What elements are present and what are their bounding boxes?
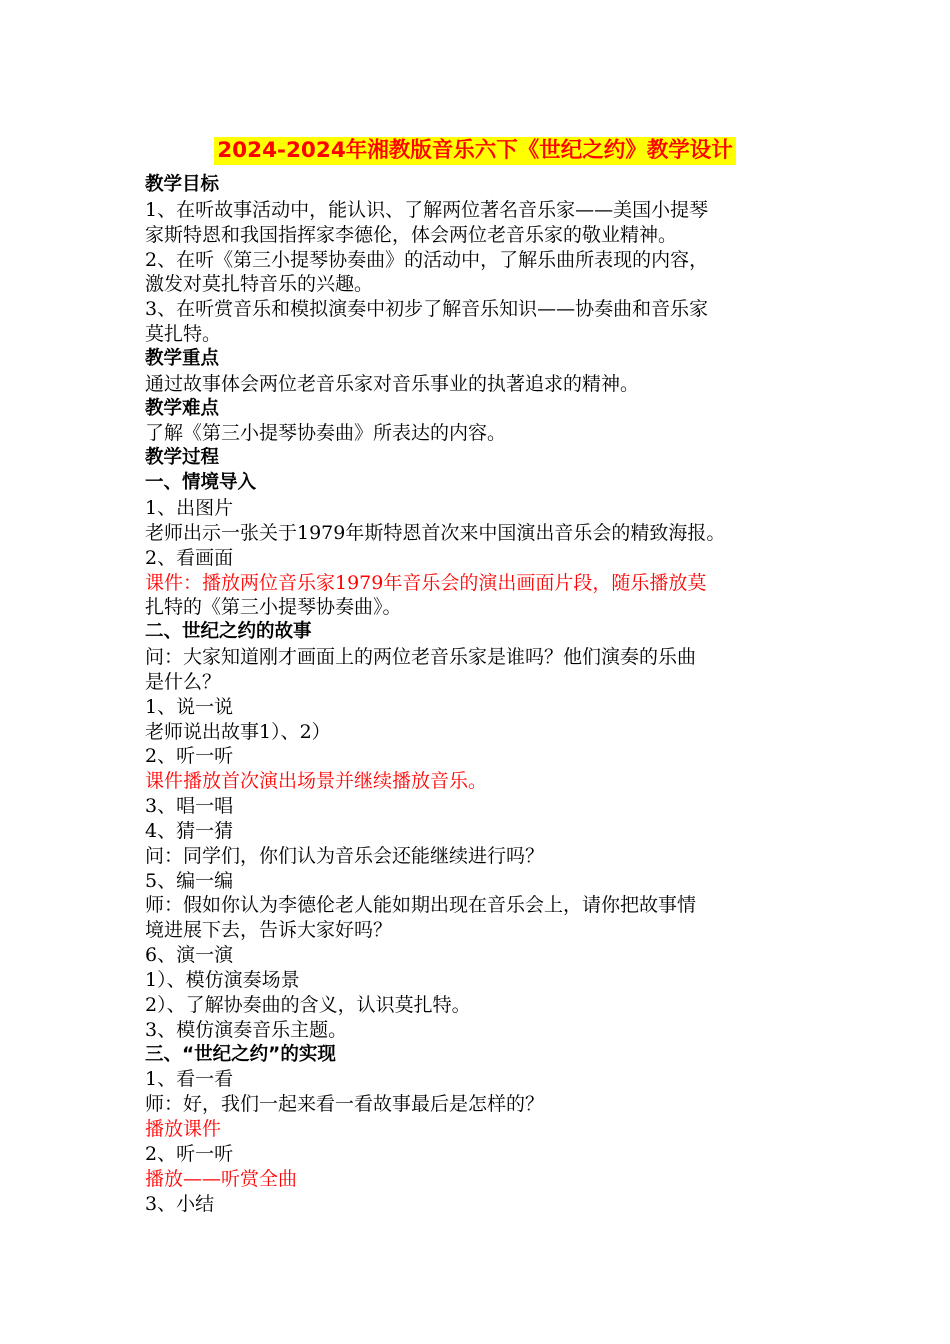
text-line: 1）、模仿演奏场景 <box>145 969 300 991</box>
text-line: 了解《第三小提琴协奏曲》所表达的内容。 <box>145 422 507 445</box>
text-line: 6、演一演 <box>145 944 234 967</box>
section-heading: 教学目标 <box>145 174 220 195</box>
text-line: 1、说一说 <box>145 695 234 718</box>
text-line: 问：大家知道刚才画面上的两位老音乐家是谁吗？他们演奏的乐曲 <box>145 646 697 669</box>
text-line: 老师出示一张关于1979年斯特恩首次来中国演出音乐会的精致海报。 <box>145 521 726 544</box>
text-line: 师：好，我们一起来看一看故事最后是怎样的？ <box>145 1093 545 1116</box>
text-line: 2、看画面 <box>145 546 234 569</box>
text-line: 扎特的《第三小提琴协奏曲》。 <box>145 596 402 619</box>
section-heading: 教学重点 <box>145 347 220 369</box>
text-line: 通过故事体会两位老音乐家对音乐事业的执著追求的精神。 <box>145 372 640 395</box>
text-line: 问：同学们，你们认为音乐会还能继续进行吗？ <box>145 844 545 867</box>
text-line: 1、出图片 <box>145 496 234 519</box>
text-line: 2、在听《第三小提琴协奏曲》的活动中，了解乐曲所表现的内容， <box>145 248 709 271</box>
text-line: 师：假如你认为李德伦老人能如期出现在音乐会上，请你把故事情 <box>145 894 697 917</box>
section-heading: 教学过程 <box>145 447 220 469</box>
highlighted-line: 课件：播放两位音乐家1979年音乐会的演出画面片段，随乐播放莫 <box>145 571 707 594</box>
text-line: 2、听一听 <box>145 1142 234 1165</box>
text-line: 2、听一听 <box>145 745 234 768</box>
text-line: 1、在听故事活动中，能认识、了解两位著名音乐家——美国小提琴 <box>145 198 709 221</box>
text-line: 莫扎特。 <box>145 323 222 346</box>
text-line: 家斯特恩和我国指挥家李德伦，体会两位老音乐家的敬业精神。 <box>145 223 678 246</box>
document-title: 2024-2024年湘教版音乐六下《世纪之约》教学设计 <box>214 137 736 165</box>
document-body <box>145 173 815 1216</box>
section-heading: 一、情境导入 <box>145 472 257 494</box>
text-line: 3、在听赏音乐和模拟演奏中初步了解音乐知识——协奏曲和音乐家 <box>145 298 709 321</box>
text-line: 激发对莫扎特音乐的兴趣。 <box>145 273 374 296</box>
text-line: 3、唱一唱 <box>145 795 234 818</box>
text-line: 2）、了解协奏曲的含义，认识莫扎特。 <box>145 993 471 1016</box>
text-line: 3、模仿演奏音乐主题。 <box>145 1018 348 1041</box>
text-line: 老师说出故事1）、2） <box>145 720 331 743</box>
section-heading: 教学难点 <box>145 397 220 419</box>
title-row <box>0 137 950 165</box>
highlighted-line: 课件播放首次演出场景并继续播放音乐。 <box>145 770 488 793</box>
text-line: 境进展下去，告诉大家好吗？ <box>145 919 393 942</box>
text-line: 4、猜一猜 <box>145 819 234 842</box>
section-heading: 三、“世纪之约”的实现 <box>145 1043 336 1065</box>
highlighted-line: 播放课件 <box>145 1118 222 1141</box>
text-line: 3、小结 <box>145 1192 215 1215</box>
text-line: 1、看一看 <box>145 1068 234 1091</box>
text-line: 是什么？ <box>145 670 222 693</box>
section-heading: 二、世纪之约的故事 <box>145 621 312 643</box>
text-line: 5、编一编 <box>145 869 234 892</box>
highlighted-line: 播放——听赏全曲 <box>145 1167 298 1190</box>
